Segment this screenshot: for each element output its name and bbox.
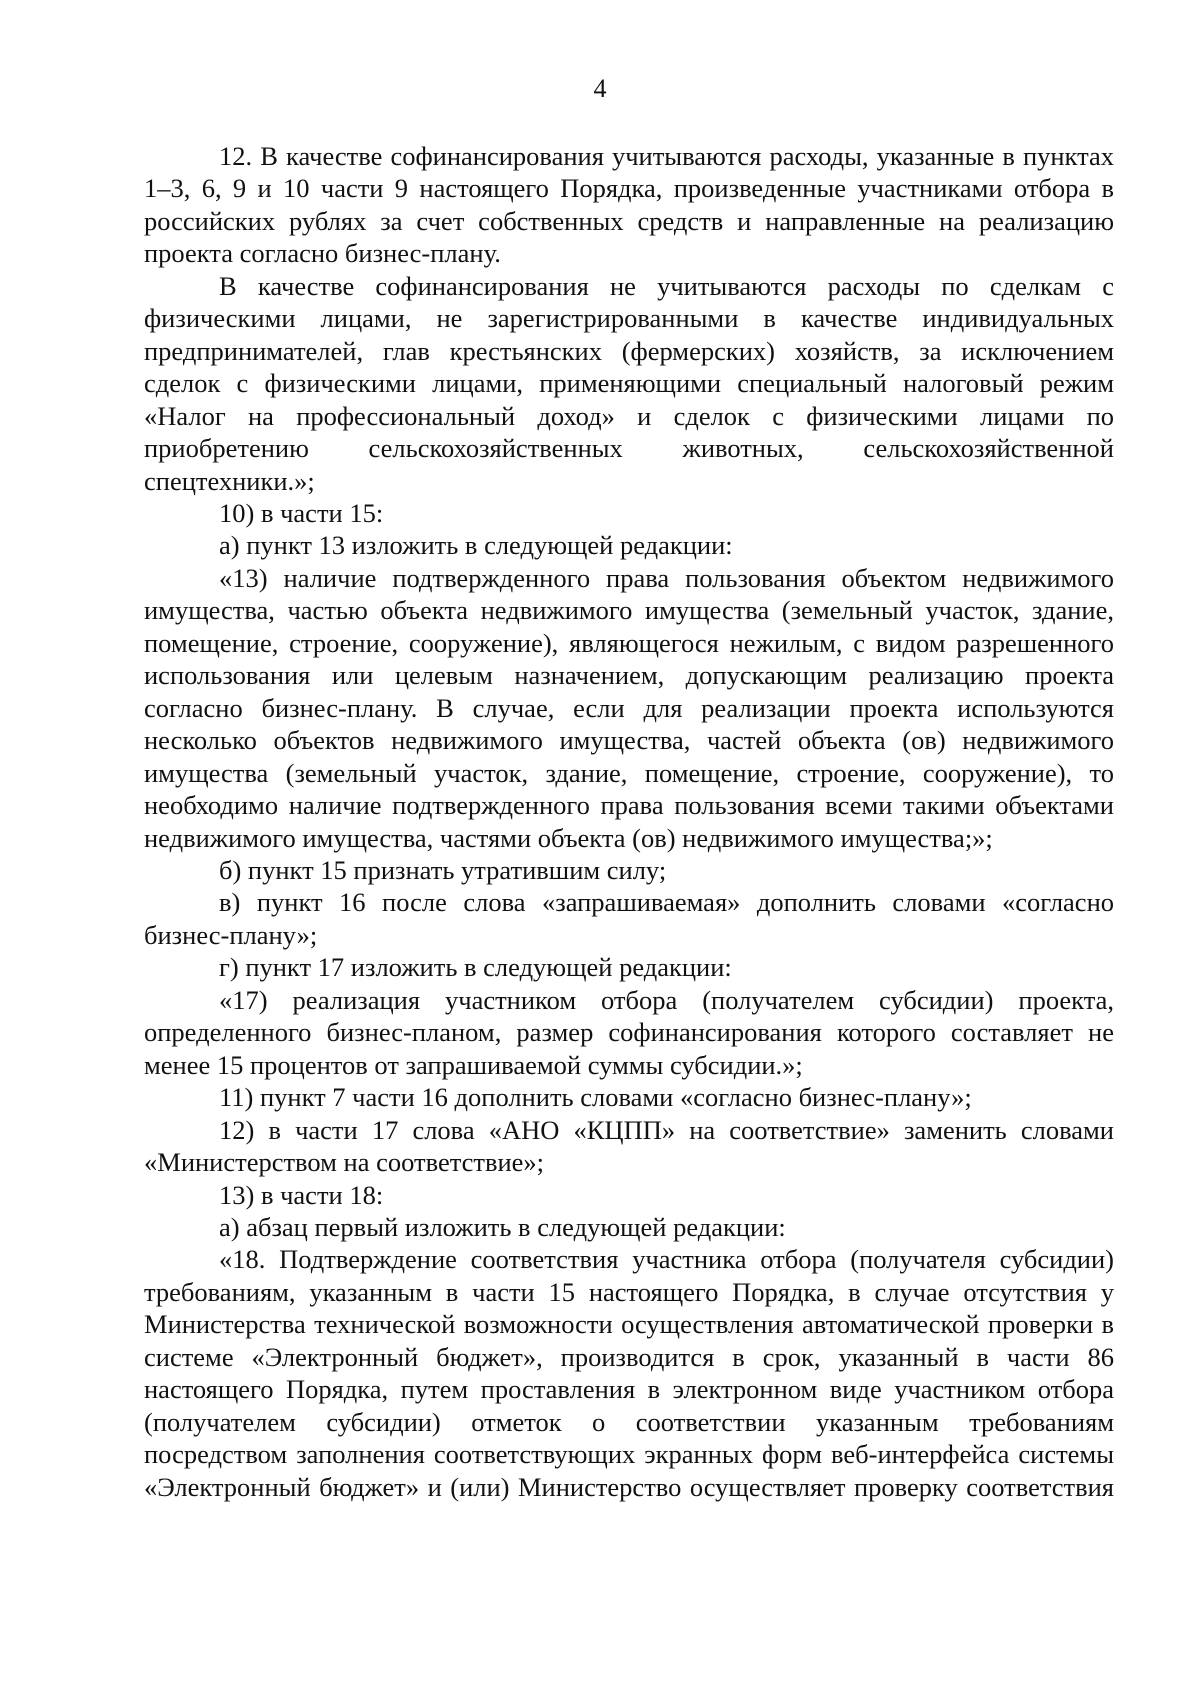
paragraph: а) пункт 13 изложить в следующей редакции: [219, 530, 733, 561]
paragraph: г) пункт 17 изложить в следующей редакции: [219, 952, 732, 983]
paragraph: а) абзац первый изложить в следующей редакции: [219, 1211, 786, 1242]
paragraph: В качестве софинансирования не учитываются расходы по сделкам с физическими лицами, не зарегистрированными в качестве индивидуальных предпринимателей, глав крестьянских (фермерских) хозяйств, за исключением сделок с физическими лицами, применяющими специальный налоговый режим «Налог на профессиональный доход» и сделок с физическими лицами по приобретению сельскохозяйственных животных, сельскохозяйственной спецтехники.»; [144, 270, 1114, 496]
document-body [144, 140, 1114, 1503]
paragraph: «17) реализация участником отбора (получателем субсидии) проекта, определенного бизнес-планом, размер софинансирования которого составляет не менее 15 процентов от запрашиваемой суммы субсидии.»; [144, 984, 1114, 1080]
paragraph: 10) в части 15: [219, 497, 384, 528]
paragraph: в) пункт 16 после слова «запрашиваемая» дополнить словами «согласно бизнес-плану»; [144, 887, 1114, 950]
paragraph: б) пункт 15 признать утратившим силу; [219, 854, 667, 885]
paragraph: «13) наличие подтвержденного права пользования объектом недвижимого имущества, частью объекта недвижимого имущества (земельный участок, здание, помещение, строение, сооружение), являющегося нежилым, с видом разрешенного использования или целевым назначением, допускающим реализацию проекта согласно бизнес-плану. В случае, если для реализации проекта используются несколько объектов недвижимого имущества, частей объекта (ов) недвижимого имущества (земельный участок, здание, помещение, строение, сооружение), то необходимо наличие подтвержденного права пользования всеми такими объектами недвижимого имущества, частями объекта (ов) недвижимого имущества;»; [144, 562, 1114, 853]
paragraph: 13) в части 18: [219, 1179, 384, 1210]
paragraph: 11) пункт 7 части 16 дополнить словами «согласно бизнес-плану»; [219, 1082, 972, 1113]
paragraph: 12. В качестве софинансирования учитываются расходы, указанные в пунктах 1–3, 6, 9 и 10 части 9 настоящего Порядка, произведенные участниками отбора в российских рублях за счет собственных средств и направленные на реализацию проекта согласно бизнес-плану. [144, 141, 1114, 269]
page-number: 4 [593, 74, 607, 103]
paragraph: 12) в части 17 слова «АНО «КЦПП» на соответствие» заменить словами «Министерством на соответствие»; [144, 1114, 1114, 1178]
paragraph: «18. Подтверждение соответствия участника отбора (получателя субсидии) требованиям, указанным в части 15 настоящего Порядка, в случае отсутствия у Министерства технической возможности осуществления автоматической проверки в системе «Электронный бюджет», производится в срок, указанный в части 86 настоящего Порядка, путем проставления в электронном виде участником отбора (получателем субсидии) отметок о соответствии указанным требованиям посредством заполнения соответствующих экранных форм веб-интерфейса системы «Электронный бюджет» и (или) Министерство осуществляет проверку соответствия [144, 1244, 1114, 1502]
